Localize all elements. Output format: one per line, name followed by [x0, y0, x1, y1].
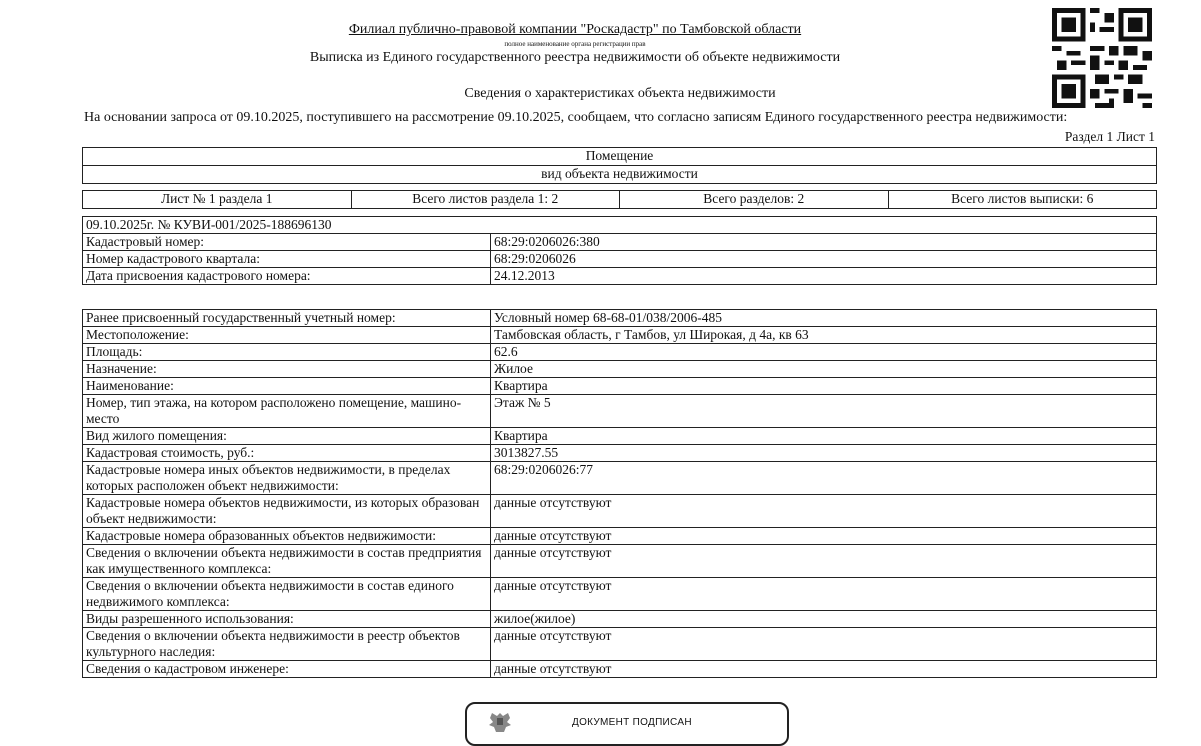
row-value: 3013827.55 [491, 445, 1157, 462]
record-number: 09.10.2025г. № КУВИ-001/2025-188696130 [83, 217, 1157, 234]
document-title: Выписка из Единого государственного реестра недвижимости об объекте недвижимости [309, 50, 841, 65]
signature-label: ДОКУМЕНТ ПОДПИСАН [572, 717, 692, 728]
row-label: Виды разрешенного использования: [83, 611, 491, 628]
section-title: Сведения о характеристиках объекта недвижимости [464, 86, 776, 101]
record-table [82, 216, 1157, 285]
row-value: Условный номер 68-68-01/038/2006-485 [491, 310, 1157, 327]
row-label: Дата присвоения кадастрового номера: [83, 268, 491, 285]
row-label: Кадастровая стоимость, руб.: [83, 445, 491, 462]
sheets-table [82, 190, 1157, 209]
table-row [83, 611, 1157, 628]
table-row [83, 251, 1157, 268]
row-label: Площадь: [83, 344, 491, 361]
row-value: данные отсутствуют [491, 495, 1157, 528]
row-label: Назначение: [83, 361, 491, 378]
row-value: Квартира [491, 378, 1157, 395]
row-label: Номер кадастрового квартала: [83, 251, 491, 268]
row-value: 62.6 [491, 344, 1157, 361]
table-row [83, 661, 1157, 678]
row-label: Номер, тип этажа, на котором расположено помещение, машино-место [83, 395, 491, 428]
row-label: Вид жилого помещения: [83, 428, 491, 445]
table-row [83, 268, 1157, 285]
row-label: Сведения о включении объекта недвижимости в состав предприятия как имущественного комплекса: [83, 545, 491, 578]
qr-code-icon [1050, 8, 1154, 108]
row-value: Квартира [491, 428, 1157, 445]
table-row [83, 628, 1157, 661]
details-table [82, 309, 1157, 678]
row-label: Кадастровые номера объектов недвижимости, из которых образован объект недвижимости: [83, 495, 491, 528]
sections-total: Всего разделов: 2 [620, 191, 889, 209]
row-value: жилое(жилое) [491, 611, 1157, 628]
row-value: 68:29:0206026 [491, 251, 1157, 268]
table-row [83, 462, 1157, 495]
row-label: Сведения о включении объекта недвижимости в состав единого недвижимого комплекса: [83, 578, 491, 611]
table-row [83, 528, 1157, 545]
row-value: данные отсутствуют [491, 545, 1157, 578]
table-row [83, 327, 1157, 344]
table-row [83, 310, 1157, 327]
row-value: Тамбовская область, г Тамбов, ул Широкая, д 4а, кв 63 [491, 327, 1157, 344]
signature-stamp [465, 702, 789, 746]
row-label: Ранее присвоенный государственный учетный номер: [83, 310, 491, 327]
object-type: Помещение [83, 148, 1157, 166]
row-value: данные отсутствуют [491, 661, 1157, 678]
table-row [83, 495, 1157, 528]
table-row [83, 234, 1157, 251]
row-value: Жилое [491, 361, 1157, 378]
row-value: 68:29:0206026:380 [491, 234, 1157, 251]
organization-name: Филиал публично-правовой компании "Роскадастр" по Тамбовской области [348, 22, 802, 37]
sheets-total: Всего листов выписки: 6 [888, 191, 1157, 209]
coat-of-arms-icon [485, 710, 515, 732]
intro-text: На основании запроса от 09.10.2025, поступившего на рассмотрение 09.10.2025, сообщаем, что согласно записям Единого государственного реестра недвижимости: [84, 110, 1068, 125]
row-label: Сведения о включении объекта недвижимости в реестр объектов культурного наследия: [83, 628, 491, 661]
section-sheet: Раздел 1 Лист 1 [1064, 129, 1155, 144]
row-value: данные отсутствуют [491, 628, 1157, 661]
row-value: 68:29:0206026:77 [491, 462, 1157, 495]
table-row [83, 428, 1157, 445]
row-label: Наименование: [83, 378, 491, 395]
row-label: Местоположение: [83, 327, 491, 344]
row-value: данные отсутствуют [491, 528, 1157, 545]
table-row [83, 378, 1157, 395]
object-type-caption: вид объекта недвижимости [83, 166, 1157, 184]
row-label: Сведения о кадастровом инженере: [83, 661, 491, 678]
row-label: Кадастровые номера образованных объектов недвижимости: [83, 528, 491, 545]
table-row [83, 361, 1157, 378]
object-type-table [82, 147, 1157, 184]
table-row [83, 344, 1157, 361]
row-label: Кадастровый номер: [83, 234, 491, 251]
sheet-number: Лист № 1 раздела 1 [83, 191, 352, 209]
row-value: Этаж № 5 [491, 395, 1157, 428]
row-label: Кадастровые номера иных объектов недвижимости, в пределах которых расположен объект недвижимости: [83, 462, 491, 495]
table-row [83, 545, 1157, 578]
table-row [83, 395, 1157, 428]
sheets-in-section: Всего листов раздела 1: 2 [351, 191, 620, 209]
table-row [83, 445, 1157, 462]
row-value: данные отсутствуют [491, 578, 1157, 611]
organization-caption: полное наименование органа регистрации прав [504, 40, 646, 48]
row-value: 24.12.2013 [491, 268, 1157, 285]
table-row [83, 578, 1157, 611]
